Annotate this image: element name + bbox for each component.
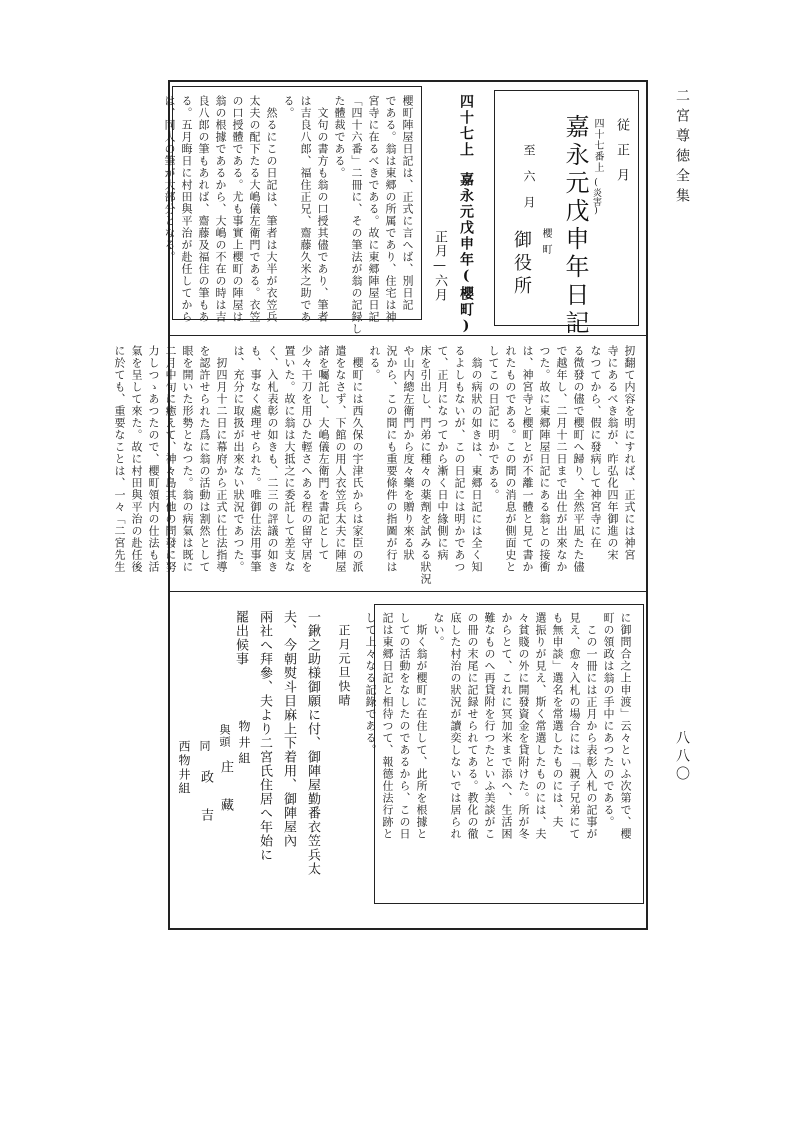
- middle-line: く、入札表彰の如きも、二三の評議の如き: [266, 345, 279, 573]
- lower-right-line: 底した村治の狀況が讀奕しないでは居られ: [449, 612, 462, 840]
- cover-place: 櫻町: [540, 228, 551, 260]
- intro-line: た體裁である。: [333, 95, 346, 179]
- signature-title-2: 同: [198, 740, 211, 751]
- middle-line: 眼を開いた形勢となつた。翁の病氣は既に: [181, 345, 194, 573]
- middle-line: て、正月になつてから漸く日中緣側に病: [436, 345, 449, 561]
- middle-line: 少々干刀を用ひた輕さへある程の留守居を: [300, 345, 313, 573]
- entry-line: 兩社へ拜參、夫より二宮氏住居へ年始に: [257, 610, 272, 862]
- section-months: 正月—六月: [432, 230, 447, 302]
- intro-line: である。翁は東郷の所属であり、住宅は神: [384, 95, 397, 323]
- cover-to-month: 至六月: [522, 144, 536, 222]
- entry-line: 一鍬之助様御願に付、御陣屋勤番衣笠兵太: [305, 610, 320, 876]
- middle-line: 翁の病狀の如きは、東郷日記には全く知: [470, 345, 483, 573]
- cover-office: 御役所: [511, 230, 532, 299]
- cover-from-month: 従正月: [614, 118, 629, 193]
- lower-right-line: ない。: [432, 612, 445, 648]
- middle-line: 置いた。故に翁は大抵之に委託して差支な: [283, 345, 296, 573]
- lower-right-line: 難なものへ再貸附を行つたといふ美談がこ: [483, 612, 496, 840]
- lower-right-line: 斯く翁が櫻町に在住して、此所を根據と: [415, 612, 428, 840]
- entry-date: 正月元旦快晴: [337, 624, 351, 708]
- signature-group-1: 物井組: [237, 720, 251, 768]
- lower-right-line: して上々なる記錄である。: [364, 612, 377, 756]
- intro-line: 文句の書方も翁の口授其儘であり、筆者: [316, 95, 329, 323]
- intro-line: 「四十六番」二冊に、その筆法が翁の記録し: [350, 95, 363, 335]
- middle-line: に於ても、重要なことは、一々「二宮先生: [113, 345, 126, 573]
- middle-line: つた。故に東郷陣屋日記にある翁との接衝: [538, 345, 551, 573]
- middle-line: 況から、この間にも重要條件の指圖が行は: [385, 345, 398, 573]
- intro-line: 良八郎の筆もあれば、齋藤及福住の筆もあ: [197, 95, 210, 323]
- signature-name-1: 庄 藏: [218, 760, 233, 817]
- section-number: 四十七上: [458, 94, 474, 158]
- middle-line: る微發の儘で櫻町へ歸り、全然平凪たた儘: [572, 345, 585, 573]
- middle-line: 寺にあるべき翁が、昨弘化四年御進の宋: [606, 345, 619, 561]
- lower-right-line: 記は東郷日記と相待つて、報德仕法行跡と: [381, 612, 394, 840]
- signature-name-2: 政 吉: [198, 770, 213, 827]
- lower-right-line: 々貧賤の外に開發資金を貸附けた。所が冬: [517, 612, 530, 840]
- intro-line: の口授體である。尤も事實上櫻町の陣屋は: [231, 95, 244, 323]
- middle-line: れたものである。この間の消息が側面史と: [504, 345, 517, 573]
- lower-right-line: に御問合之上申渡」云々といふ次第で、櫻: [619, 612, 632, 840]
- lower-right-text: [362, 612, 634, 840]
- intro-line: 然るにこの日記は、筆者は大半が衣笠兵: [265, 95, 278, 323]
- lower-right-line: この一冊には正月から表彰入札の記事が: [585, 612, 598, 840]
- middle-line: れる。: [368, 345, 381, 381]
- middle-line: 床を引出し、門弟に種々の薬劑を試みる狀況: [419, 345, 432, 585]
- middle-line: を認許せられた爲に翁の活動は割然として: [198, 345, 211, 573]
- middle-line: 遣をなさず、下館の用人衣笠兵太夫に陣屋: [334, 345, 347, 573]
- series-title: 二宮尊徳全集: [674, 88, 690, 208]
- signature-title-1: 與頭: [218, 724, 231, 748]
- lower-right-line: 選振りが見え、斯く常選したものには、夫: [534, 612, 547, 840]
- middle-line: 櫻町には西久保の宇津氏からは家臣の派: [351, 345, 364, 573]
- entry-line: 罷出候事: [233, 610, 248, 666]
- cover-catalogue-note: (炎害): [591, 178, 601, 216]
- middle-line: は、充分に取扱が出來ない狀況であつた。: [232, 345, 245, 573]
- middle-line: で越年し、二月十二日まで出仕が出來なか: [555, 345, 568, 573]
- intro-line: る。五月晦日に村田與平治が赴任してから: [180, 95, 193, 323]
- middle-line: は、神宮寺と櫻町とが不離一體と見て書か: [521, 345, 534, 573]
- lower-right-line: も無申談」選名を常選したものには、夫: [551, 612, 564, 828]
- intro-line: 太夫の配下たる大嶋儀左衛門である。衣笠: [248, 95, 261, 323]
- intro-line: る。: [282, 95, 295, 119]
- lower-right-line: の冊の末尾に記録せられてある。教化の徹: [466, 612, 479, 840]
- cover-catalogue-no: 四十七番上: [592, 118, 603, 173]
- middle-line: も、事なく處理せられた。唯御仕法用事筆: [249, 345, 262, 573]
- entry-line: 夫、今朝熨斗目麻上下着用、御陣屋內: [281, 610, 296, 848]
- lower-right-line: しての活動をなしたのであるから、この日: [398, 612, 411, 840]
- lower-right-line: からとて、これに冥加米まで添へ、生活困: [500, 612, 513, 840]
- cover-title: 嘉永元戊申年日記: [561, 114, 589, 338]
- middle-line: や山内總左衛門から度々藥を贈り來る狀: [402, 345, 415, 561]
- section-title: 嘉永元戊申年(櫻町): [458, 172, 474, 336]
- lower-right-line: 町の領政は翁の手中にあつたのである。: [602, 612, 615, 828]
- lower-right-line: 見え、愈々入札の場合には「親子兄弟にて: [568, 612, 581, 840]
- middle-line: 諸を囑託し、大嶋儀左衛門を書記として: [317, 345, 330, 561]
- intro-line: 宮寺に在るべきである。故に東郷陣屋日記: [367, 95, 380, 323]
- page-number: 八八〇: [674, 730, 690, 784]
- middle-line: るよしもないが、この日記には明かであつ: [453, 345, 466, 573]
- middle-text: [111, 345, 638, 585]
- middle-rule: [168, 591, 648, 592]
- middle-line: してこの日記に明かである。: [487, 345, 500, 501]
- middle-line: なつてから、假に發病して神宮寺に在: [589, 345, 602, 549]
- middle-line: 力しつゝあつたので、櫻町領内の仕法も活: [147, 345, 160, 573]
- signature-group-3: 西物井組: [177, 740, 191, 796]
- middle-line: 扨翻て内容を明にすれば、正式には神宮: [623, 345, 636, 561]
- intro-line: 櫻町陣屋日記は、正式に言へば、別日記: [401, 95, 414, 311]
- intro-text: [161, 95, 416, 335]
- middle-line: 扨四月十二日に幕府から正式に仕法指導: [215, 345, 228, 573]
- middle-line: 二月中旬に癒えて、神々島其他の問發に努: [164, 345, 177, 573]
- intro-line: 翁の根據であるから、大嶋の不在の時は吉: [214, 95, 227, 323]
- intro-line: は吉良八郎、福住正兄、齋藤久米之助であ: [299, 95, 312, 323]
- middle-line: 氣を呈して來た。故に村田與平治の赴任後: [130, 345, 143, 573]
- intro-line: は、同人の筆が大部分となる。: [163, 95, 176, 263]
